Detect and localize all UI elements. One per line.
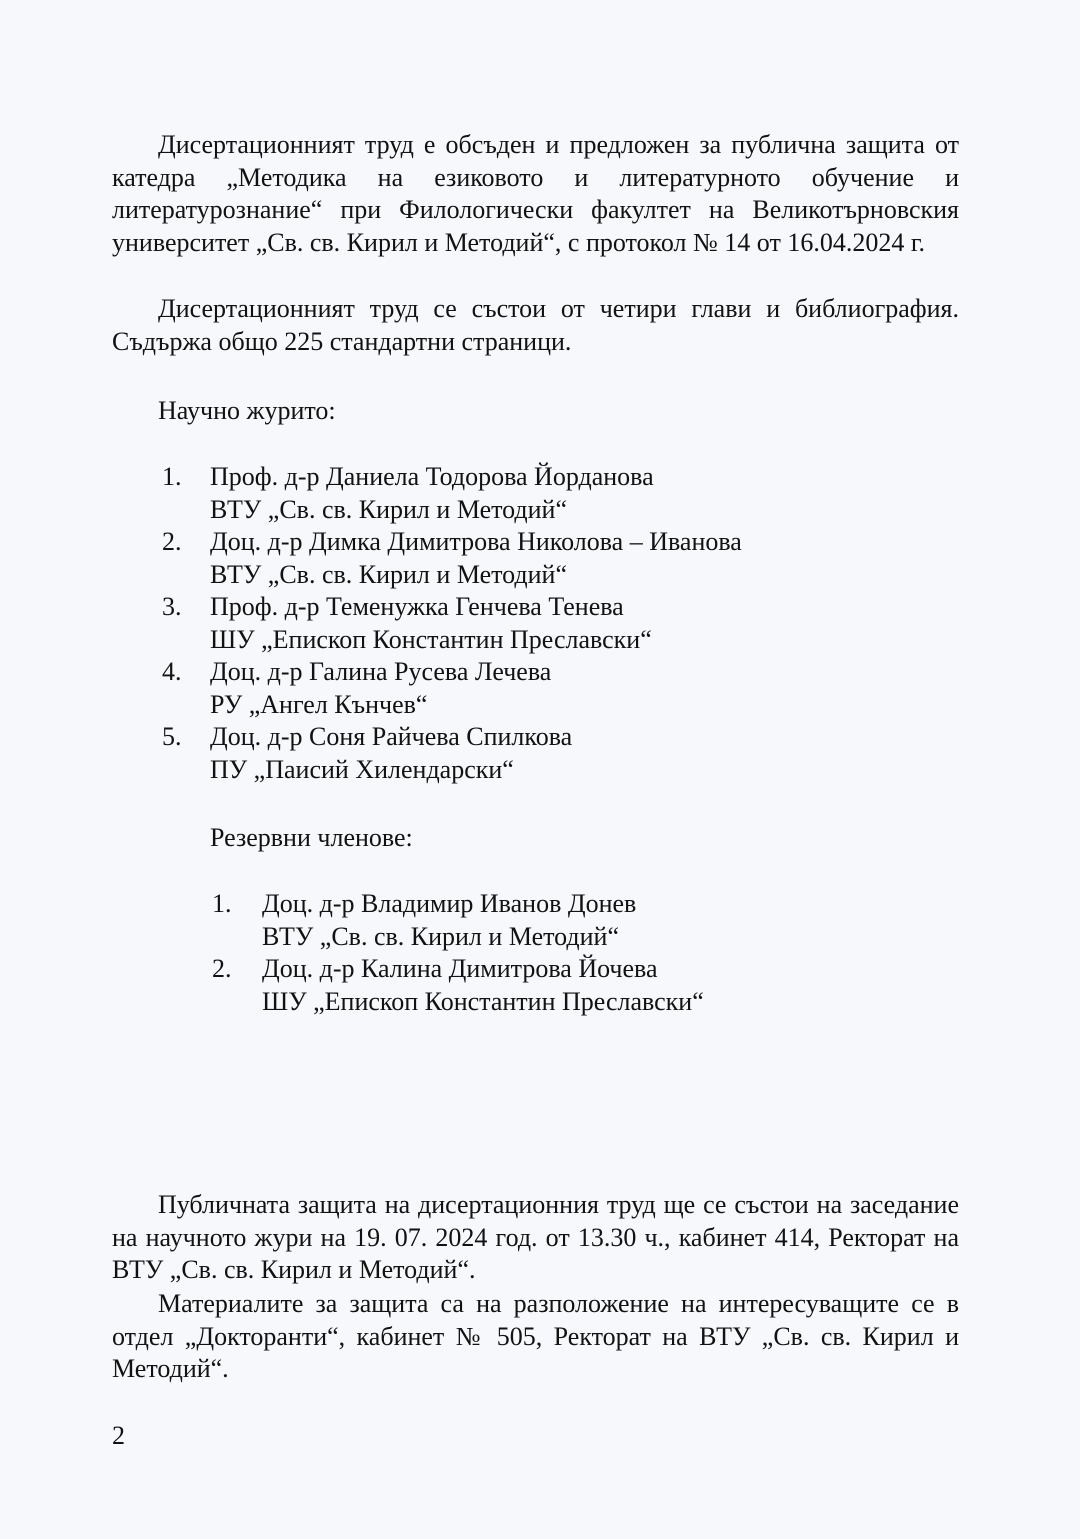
jury-member [162,461,742,526]
member-institution: ШУ „Епископ Константин Преславски“ [210,624,652,654]
list-number: 1. [212,889,232,918]
reserve-list [212,888,704,1018]
member-name: Доц. д-р Калина Димитрова Йочева [262,954,658,983]
member-institution: ПУ „Паисий Хилендарски“ [210,754,514,784]
intro-paragraph-structure: Дисертационният труд се състои от четири глави и библиография. Съдържа общо 225 стандартни страници. [112,294,959,356]
member-name: Доц. д-р Соня Райчева Спилкова [210,722,573,751]
member-name: Проф. д-р Даниела Тодорова Йорданова [210,462,654,491]
member-institution: ВТУ „Св. св. Кирил и Методий“ [262,921,620,951]
jury-heading: Научно журито: [158,396,336,425]
list-number: 2. [162,527,182,556]
member-institution: РУ „Ангел Кънчев“ [210,689,428,719]
member-institution: ВТУ „Св. св. Кирил и Методий“ [210,559,568,589]
list-number: 4. [162,657,182,686]
jury-member [162,721,742,786]
jury-member [162,526,742,591]
list-number: 1. [162,462,182,491]
jury-list [162,461,742,786]
list-number: 3. [162,592,182,621]
jury-member [162,591,742,656]
member-name: Доц. д-р Владимир Иванов Донев [262,889,637,918]
intro-paragraph-defense-approval: Дисертационният труд е обсъден и предложен за публична защита от катедра „Методика на езиковото и литературното обучение и литературознание“ при Филологически факултет на Великотърновския университет „Св. св. Кирил и Методий“, с протокол № 14 от 16.04.2024 г. [112,130,959,258]
reserve-member [212,888,704,953]
member-institution: ШУ „Епископ Константин Преславски“ [262,986,704,1016]
list-number: 2. [212,954,232,983]
list-number: 5. [162,722,182,751]
reserve-members-heading: Резервни членове: [210,823,413,852]
closing-paragraph-defense-date: Публичната защита на дисертационния труд ще се състои на заседание на научното жури на 19. 07. 2024 год. от 13.30 ч., кабинет 414, Ректорат на ВТУ „Св. св. Кирил и Методий“. [112,1190,959,1285]
member-institution: ВТУ „Св. св. Кирил и Методий“ [210,494,568,524]
member-name: Доц. д-р Галина Русева Лечева [210,657,552,686]
jury-member [162,656,742,721]
page-number: 2 [112,1421,125,1450]
reserve-member [212,953,704,1018]
member-name: Доц. д-р Димка Димитрова Николова – Иванова [210,527,742,556]
closing-paragraph-materials: Материалите за защита са на разположение на интересуващите се в отдел „Докторанти“, кабинет № 505, Ректорат на ВТУ „Св. св. Кирил и Методий“. [112,1289,959,1384]
member-name: Проф. д-р Теменужка Генчева Тенева [210,592,624,621]
